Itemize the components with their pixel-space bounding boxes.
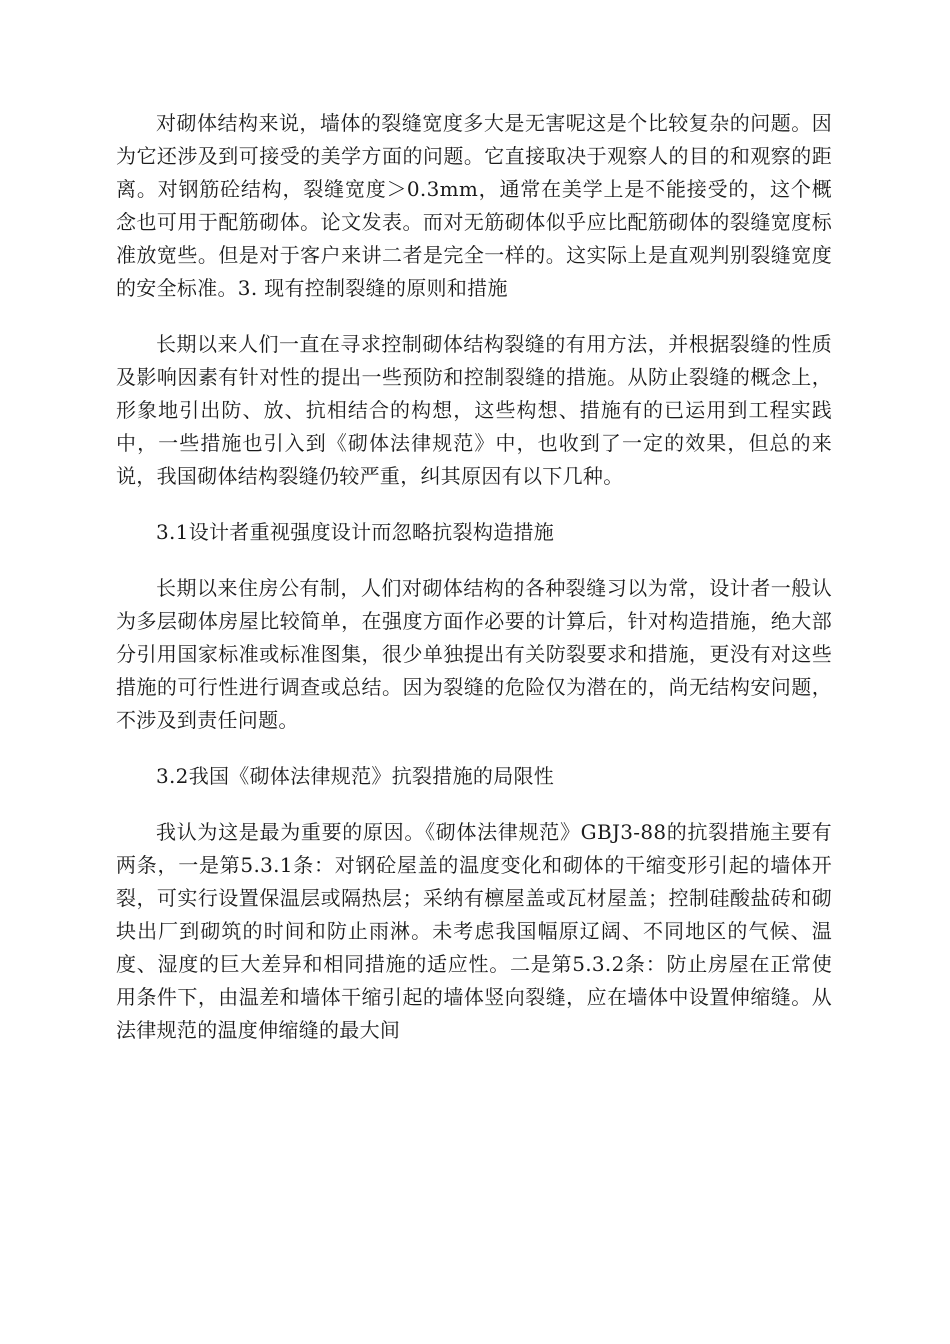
paragraph-design-neglect: 长期以来住房公有制，人们对砌体结构的各种裂缝习以为常，设计者一般认为多层砌体房屋比较简单，在强度方面作必要的计算后，针对构造措施，绝大部分引用国家标准或标准图集，很少单独提出有关防裂要求和措施，更没有对这些措施的可行性进行调查或总结。因为裂缝的危险仅为潜在的，尚无结构安问题，不涉及到责任问题。 bbox=[116, 576, 832, 732]
paragraph-crack-width: 对砌体结构来说，墙体的裂缝宽度多大是无害呢这是个比较复杂的问题。因为它还涉及到可接受的美学方面的问题。它直接取决于观察人的目的和观察的距离。对钢筋砼结构，裂缝宽度＞0.3mm，通常在美学上是不能接受的，这个概念也可用于配筋砌体。论文发表。而对无筋砌体似乎应比配筋砌体的裂缝宽度标准放宽些。但是对于客户来讲二者是完全一样的。这实际上是直观判别裂缝宽度的安全标准。3. 现有控制裂缝的原则和措施 bbox=[116, 111, 832, 300]
document-body bbox=[116, 107, 832, 1070]
section-heading-3-1: 3.1设计者重视强度设计而忽略抗裂构造措施 bbox=[156, 520, 555, 544]
paragraph-control-methods: 长期以来人们一直在寻求控制砌体结构裂缝的有用方法，并根据裂缝的性质及影响因素有针对性的提出一些预防和控制裂缝的措施。从防止裂缝的概念上，形象地引出防、放、抗相结合的构想，这些构想、措施有的已运用到工程实践中，一些措施也引入到《砌体法律规范》中，也收到了一定的效果，但总的来说，我国砌体结构裂缝仍较严重，纠其原因有以下几种。 bbox=[116, 332, 832, 488]
section-heading-3-2: 3.2我国《砌体法律规范》抗裂措施的局限性 bbox=[156, 764, 555, 788]
paragraph-code-limitations: 我认为这是最为重要的原因。《砌体法律规范》GBJ3-88的抗裂措施主要有两条，一是第5.3.1条：对钢砼屋盖的温度变化和砌体的干缩变形引起的墙体开裂，可实行设置保温层或隔热层；采纳有檩屋盖或瓦材屋盖；控制硅酸盐砖和砌块出厂到砌筑的时间和防止雨淋。未考虑我国幅原辽阔、不同地区的气候、温度、湿度的巨大差异和相同措施的适应性。二是第5.3.2条：防止房屋在正常使用条件下，由温差和墙体干缩引起的墙体竖向裂缝，应在墙体中设置伸缩缝。从法律规范的温度伸缩缝的最大间 bbox=[116, 820, 832, 1042]
